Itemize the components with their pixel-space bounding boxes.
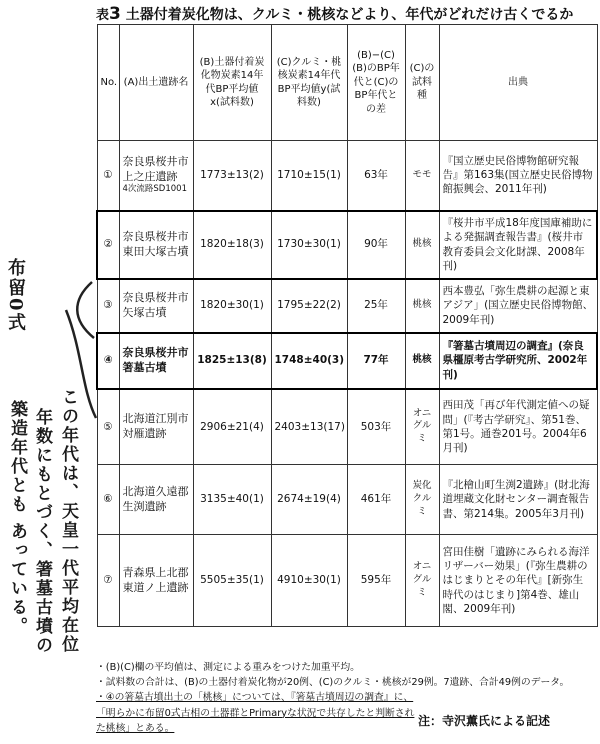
cell-source: 『北檜山町生渕2遺跡』(財北海道埋蔵文化財センター調査報告書、第214集。2005年3月刊): [439, 465, 597, 535]
cell-b: 1820±30(1): [193, 279, 271, 333]
footnote: ・(B)(C)欄の平均値は、測定による重みをつけた加重平均。: [96, 662, 360, 673]
table-row: [97, 211, 597, 279]
header-type: (C)の試料種: [405, 25, 439, 141]
cell-c: 1710±15(1): [271, 141, 347, 211]
cell-diff: 77年: [347, 333, 405, 389]
cell-no: ④: [97, 333, 119, 389]
cell-type: 桃核: [405, 279, 439, 333]
handwritten-note-line1: この年代は、天皇一代平均在位: [58, 388, 78, 654]
table-row: [97, 389, 597, 465]
cell-site: 北海道江別市対雁遺跡: [119, 389, 193, 465]
cell-source: 西田茂「再び年代測定値への疑問」(『考古学研究』、第51巻、第1号。通巻201号。2004年6月刊): [439, 389, 597, 465]
table-row: [97, 535, 597, 627]
cell-diff: 90年: [347, 211, 405, 279]
cell-source: 宮田佳樹「遺跡にみられる海洋リザーバー効果」(『弥生農耕のはじまりとその年代』[新弥生時代のはじまり]第4巻、雄山閣、2009年刊): [439, 535, 597, 627]
cell-site: 奈良県桜井市東田大塚古墳: [119, 211, 193, 279]
cell-c: 1730±30(1): [271, 211, 347, 279]
table-row: [97, 279, 597, 333]
cell-source: 『箸墓古墳周辺の調査』(奈良県橿原考古学研究所、2002年刊): [439, 333, 597, 389]
cell-c: 1795±22(2): [271, 279, 347, 333]
cell-site: 奈良県桜井市矢塚古墳: [119, 279, 193, 333]
cell-type: 桃核: [405, 333, 439, 389]
cell-type: モモ: [405, 141, 439, 211]
header-source: 出典: [439, 25, 597, 141]
cell-b: 2906±21(4): [193, 389, 271, 465]
cell-no: ②: [97, 211, 119, 279]
cell-c: 2674±19(4): [271, 465, 347, 535]
cell-diff: 461年: [347, 465, 405, 535]
cell-site-sub: 4次流路SD1001: [122, 184, 187, 195]
cell-type: オニグルミ: [405, 535, 439, 627]
header-diff: (B)−(C)(B)のBP年代と(C)のBP年代との差: [347, 25, 405, 141]
cell-b: 1825±13(8): [193, 333, 271, 389]
cell-no: ③: [97, 279, 119, 333]
table-row: [97, 465, 597, 535]
handwritten-furu-label: 布留0式: [5, 258, 26, 333]
cell-c: 2403±13(17): [271, 389, 347, 465]
cell-diff: 595年: [347, 535, 405, 627]
cell-b: 5505±35(1): [193, 535, 271, 627]
cell-no: ⑤: [97, 389, 119, 465]
cell-source: 『国立歴史民俗博物館研究報告』第163集(国立歴史民俗博物館振興会、2011年刊): [439, 141, 597, 211]
handwritten-note-line2: 年数にもとづく、箸墓古墳の: [32, 408, 52, 655]
title-number: 3: [109, 4, 121, 24]
footnote: ・④の箸墓古墳出土の「桃核」については、『箸墓古墳周辺の調査』に、「明らかに布留0式古相の土器群とPrimaryな状況で共存したと判断された桃核」とある。: [96, 692, 415, 734]
cell-no: ⑥: [97, 465, 119, 535]
cell-b: 1773±13(2): [193, 141, 271, 211]
cell-b: 3135±40(1): [193, 465, 271, 535]
cell-type: 炭化クルミ: [405, 465, 439, 535]
cell-diff: 503年: [347, 389, 405, 465]
footnote: ・試料数の合計は、(B)の土器付着炭化物が20例、(C)のクルミ・桃核が29例。7遺跡、合計49例のデータ。: [96, 677, 570, 689]
author-note: 注：寺沢薫氏による記述: [418, 714, 551, 728]
cell-diff: 63年: [347, 141, 405, 211]
header-c: (C)クルミ・桃核炭素14年代BP平均値y(試料数): [271, 25, 347, 141]
title-text: 土器付着炭化物は、クルミ・桃核などより、年代がどれだけ古くでるか: [125, 7, 574, 23]
cell-no: ①: [97, 141, 119, 211]
title-label: 表: [96, 8, 110, 23]
cell-site: 北海道久遠郡生渕遺跡: [119, 465, 193, 535]
cell-type: 桃核: [405, 211, 439, 279]
cell-no: ⑦: [97, 535, 119, 627]
data-table: [96, 24, 598, 627]
handwritten-note-line3: 築造年代とも あっている。: [7, 400, 27, 636]
table-row: [97, 333, 597, 389]
cell-type: オニグルミ: [405, 389, 439, 465]
cell-site: 奈良県桜井市箸墓古墳: [119, 333, 193, 389]
cell-site: 奈良県桜井市上之庄遺跡 4次流路SD1001: [119, 141, 193, 211]
cell-diff: 25年: [347, 279, 405, 333]
header-site: (A)出土遺跡名: [119, 25, 193, 141]
cell-b: 1820±18(3): [193, 211, 271, 279]
cell-c: 1748±40(3): [271, 333, 347, 389]
header-no: No.: [97, 25, 119, 141]
cell-source: 『桜井市平成18年度国庫補助による発掘調査報告書』(桜井市教育委員会文化財課、2008年刊): [439, 211, 597, 279]
table-title: [96, 4, 596, 24]
cell-source: 西本豊弘「弥生農耕の起源と東アジア」(国立歴史民俗博物館、2009年刊): [439, 279, 597, 333]
cell-c: 4910±30(1): [271, 535, 347, 627]
table-row: [97, 141, 597, 211]
header-b: (B)土器付着炭化物炭素14年代BP平均値x(試料数): [193, 25, 271, 141]
cell-site: 青森県上北郡東道ノ上遺跡: [119, 535, 193, 627]
